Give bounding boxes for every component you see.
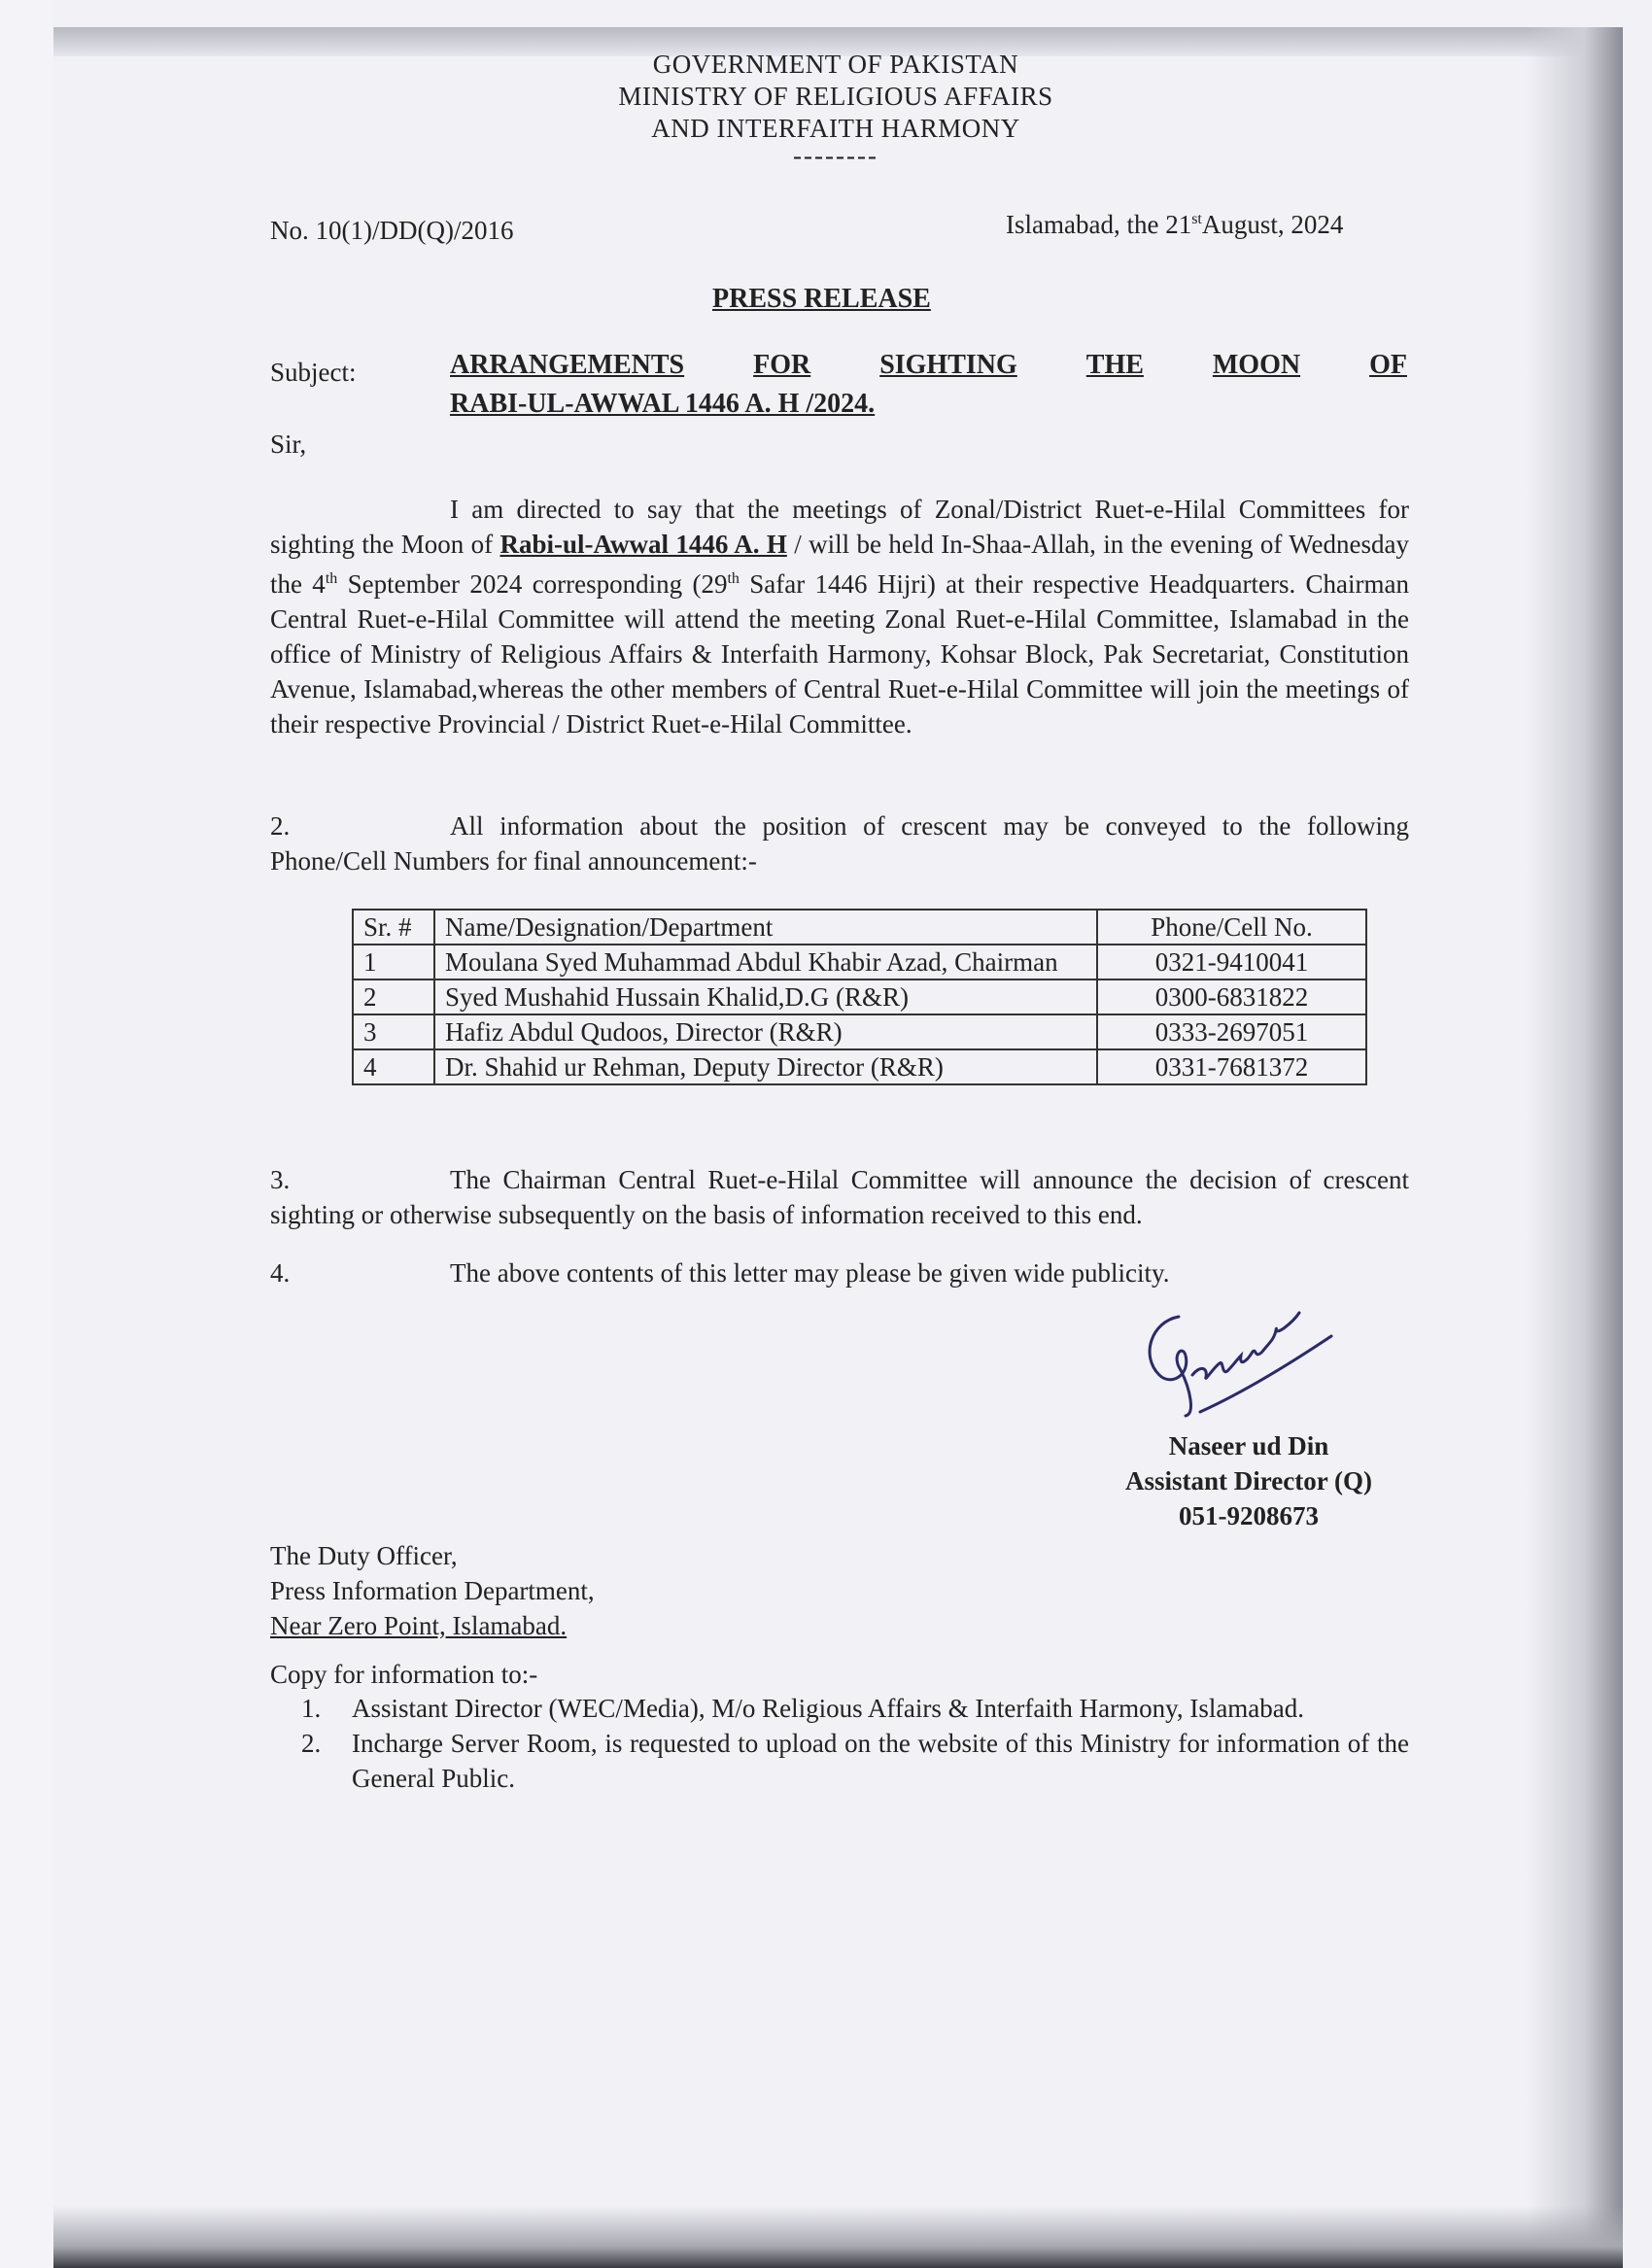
paragraph-4: 4. The above contents of this letter may please be given wide publicity. — [270, 1258, 1170, 1288]
paragraph-3: 3. The Chairman Central Ruet-e-Hilal Committee will announce the decision of crescent sighting or otherwise subsequently on the basis of information received to this end. — [270, 1165, 1409, 1229]
signatory-name: Naseer ud Din — [1168, 1431, 1329, 1460]
cell-sr: 4 — [353, 1049, 434, 1084]
signatory-block — [1069, 1428, 1428, 1533]
scan-shadow-bottom — [53, 2206, 1623, 2268]
cell-name: Dr. Shahid ur Rehman, Deputy Director (R&R) — [434, 1049, 1097, 1084]
table-row — [353, 979, 1366, 1014]
table-row — [353, 1014, 1366, 1049]
list-item: 2. Incharge Server Room, is requested to upload on the website of this Ministry for information of the General Public. — [301, 1729, 1409, 1793]
letter-date: Islamabad, the 21stAugust, 2024 — [1006, 210, 1344, 239]
handwritten-signature — [1132, 1297, 1346, 1424]
table-row — [353, 1049, 1366, 1084]
document-title: PRESS RELEASE — [712, 284, 931, 314]
cell-phone: 0321-9410041 — [1097, 945, 1366, 979]
letterhead — [486, 49, 1186, 170]
cell-sr: 1 — [353, 945, 434, 979]
signatory-designation: Assistant Director (Q) — [1125, 1466, 1372, 1495]
reference-number: No. 10(1)/DD(Q)/2016 — [270, 216, 514, 245]
subject-line-1: ARRANGEMENTS FOR SIGHTING THE MOON OF — [450, 350, 1407, 380]
salutation: Sir, — [270, 430, 307, 459]
signatory-phone: 051-9208673 — [1179, 1501, 1319, 1530]
cell-sr: 3 — [353, 1014, 434, 1049]
addressee-block — [270, 1538, 595, 1643]
cell-name: Hafiz Abdul Qudoos, Director (R&R) — [434, 1014, 1097, 1049]
contacts-table — [352, 909, 1367, 1085]
header-name: Name/Designation/Department — [434, 910, 1097, 945]
scan-margin-left — [0, 0, 53, 2268]
header-phone: Phone/Cell No. — [1097, 910, 1366, 945]
paragraph-1: I am directed to say that the meetings of Zonal/District Ruet-e-Hilal Committees for sighting the Moon of Rabi-ul-Awwal 1446 A. H / will be held In-Shaa-Allah, in the evening of Wednesday the 4th September 2024 corresponding (29th Safar 1446 Hijri) at their respective Headquarters. Chairman Central Ruet-e-Hilal Committee will attend the meeting Zonal Ruet-e-Hilal Committee, Islamabad in the office of Ministry of Religious Affairs & Interfaith Harmony, Kohsar Block, Pak Secretariat, Constitution Avenue, Islamabad,whereas the other members of Central Ruet-e-Hilal Committee will join the meetings of their respective Provincial / District Ruet-e-Hilal Committee. — [270, 495, 1409, 739]
copy-to-label: Copy for information to:- — [270, 1660, 538, 1689]
scan-shadow-right — [1526, 27, 1623, 2268]
addressee-line-2: Press Information Department, — [270, 1576, 595, 1605]
cell-name: Syed Mushahid Hussain Khalid,D.G (R&R) — [434, 979, 1097, 1014]
cell-name: Moulana Syed Muhammad Abdul Khabir Azad, Chairman — [434, 945, 1097, 979]
table-row — [353, 945, 1366, 979]
subject-line-2: RABI-UL-AWWAL 1446 A. H /2024. — [450, 389, 876, 419]
header-sr: Sr. # — [353, 910, 434, 945]
cell-phone: 0333-2697051 — [1097, 1014, 1366, 1049]
cell-sr: 2 — [353, 979, 434, 1014]
list-item: 1. Assistant Director (WEC/Media), M/o Religious Affairs & Interfaith Harmony, Islamabad. — [301, 1694, 1305, 1723]
addressee-line-3: Near Zero Point, Islamabad. — [270, 1611, 568, 1640]
copy-to-list — [301, 1691, 1409, 1796]
paragraph-2: 2. All information about the position of crescent may be conveyed to the following Phone/Cell Numbers for final announcement:- — [270, 811, 1409, 876]
subject-label: Subject: — [270, 358, 357, 387]
cell-phone: 0300-6831822 — [1097, 979, 1366, 1014]
table-header-row — [353, 910, 1366, 945]
addressee-line-1: The Duty Officer, — [270, 1541, 458, 1570]
letterhead-line-2: MINISTRY OF RELIGIOUS AFFAIRS — [618, 82, 1053, 111]
cell-phone: 0331-7681372 — [1097, 1049, 1366, 1084]
letterhead-line-3: AND INTERFAITH HARMONY — [651, 114, 1020, 143]
letterhead-line-1: GOVERNMENT OF PAKISTAN — [652, 50, 1019, 79]
letterhead-divider: -------- — [793, 141, 878, 170]
